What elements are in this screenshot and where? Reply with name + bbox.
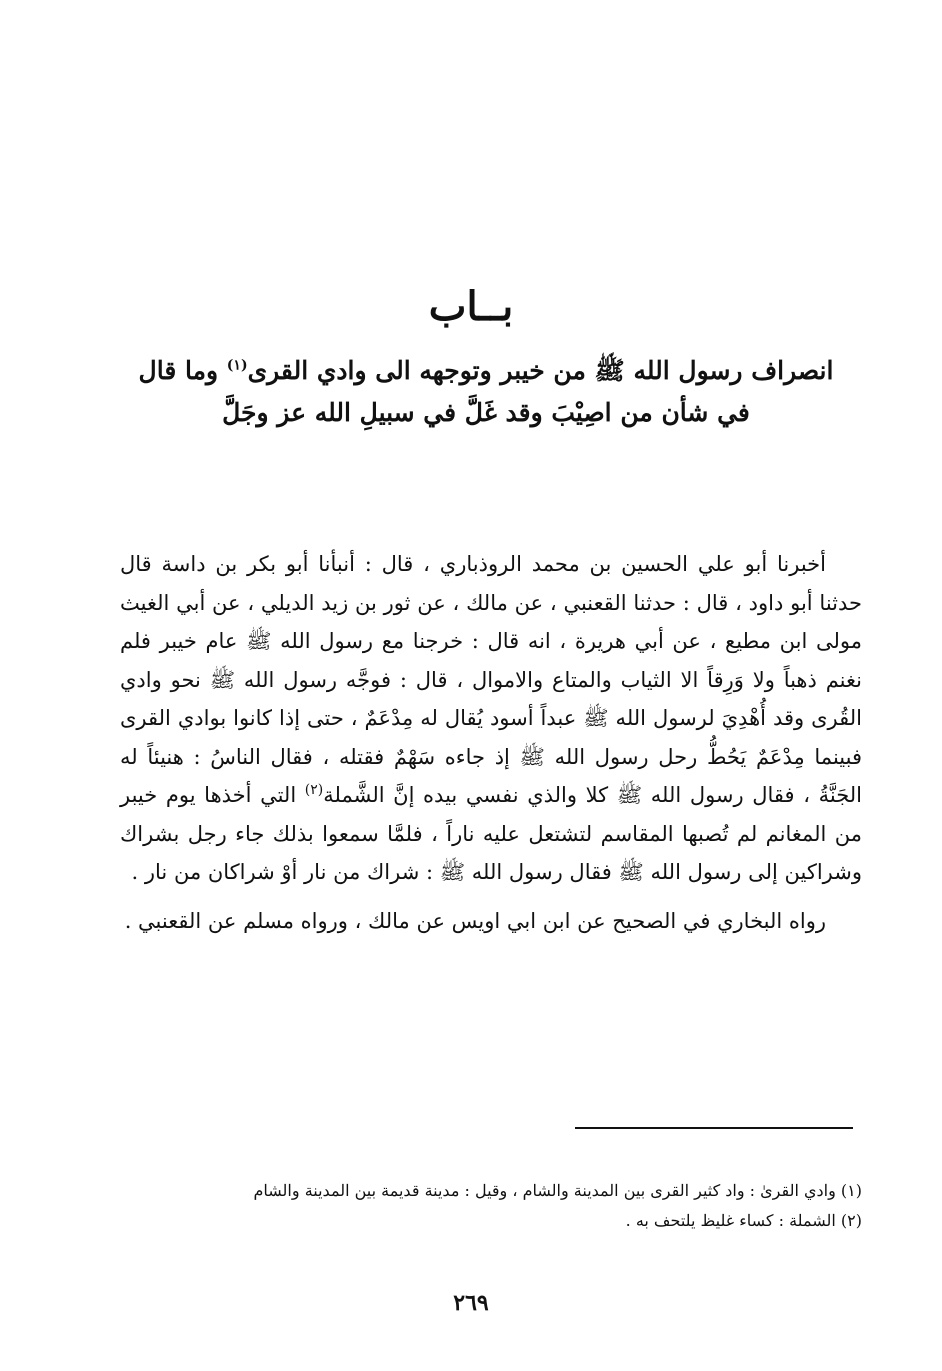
title-footnote-ref: (١) xyxy=(226,357,248,374)
narration-text: أخبرنا أبو علي الحسين بن محمد الروذباري ، قال : أنبأنا أبو بكر بن داسة قال حدثنا أبو داود ، قال : حدثنا القعنبي ، عن مالك ، عن ثور بن زيد الديلي ، عن أبي الغيث مولى ابن مطيع ، عن أبي هريرة ، انه قال : خرجنا مع رسول الله ﷺ عام خيبر فلم نغنم ذهباً ولا وَرِقاً الا الثياب والمتاع والاموال ، قال : فوجَّه رسول الله ﷺ نحو وادي القُرى وقد أُهْدِيَ لرسول الله ﷺ عبداً أسود يُقال له مِدْعَمٌ ، حتى إذا كانوا بوادي القرى فبينما مِدْعَمٌ يَحُطُّ رحل رسول الله ﷺ إذ جاءه سَهْمٌ فقتله ، فقال الناسُ : هنيئاً له الجَنَّةُ ، فقال رسول الله ﷺ كلا والذي نفسي بيده إنَّ الشَّملة xyxy=(120,552,862,807)
footnote-2: (٢) الشملة : كساء غليظ يلتحف به . xyxy=(625,1211,862,1230)
title-line2-text: في شأن من اصِيْبَ وقد غَلَّ في سبيلِ الله عز وجَلَّ xyxy=(222,398,750,427)
title-line1-tail: وما قال xyxy=(138,356,227,385)
footnote-1: (١) وادي القرىٰ : واد كثير القرى بين المدينة والشام ، وقيل : مدينة قديمة بين المدينة والشام xyxy=(253,1181,862,1200)
narration-text-continued: التي أخذها يوم خيبر من المغانم لم تُصبها المقاسم لتشتعل عليه ناراً ، فلمَّا سمعوا بذلك جاء رجل بشراك وشراكين إلى رسول الله ﷺ فقال رسول الله ﷺ : شراك من نار أوْ شراكان من نار . xyxy=(120,783,862,884)
chapter-heading: بــاب xyxy=(428,283,514,330)
narration-footnote-ref: (٢) xyxy=(304,782,324,798)
main-text xyxy=(120,545,862,940)
hadith-narration xyxy=(120,545,862,892)
footnotes xyxy=(120,1176,862,1236)
footnote-divider xyxy=(575,1127,853,1129)
chapter-title xyxy=(110,350,862,434)
riwaya-note: رواه البخاري في الصحيح عن ابن ابي اويس عن مالك ، ورواه مسلم عن القعنبي . xyxy=(124,908,826,933)
title-line1-text: انصراف رسول الله ﷺ من خيبر وتوجهه الى وادي القرى xyxy=(247,356,834,385)
page-number: ٢٦٩ xyxy=(453,1290,489,1316)
